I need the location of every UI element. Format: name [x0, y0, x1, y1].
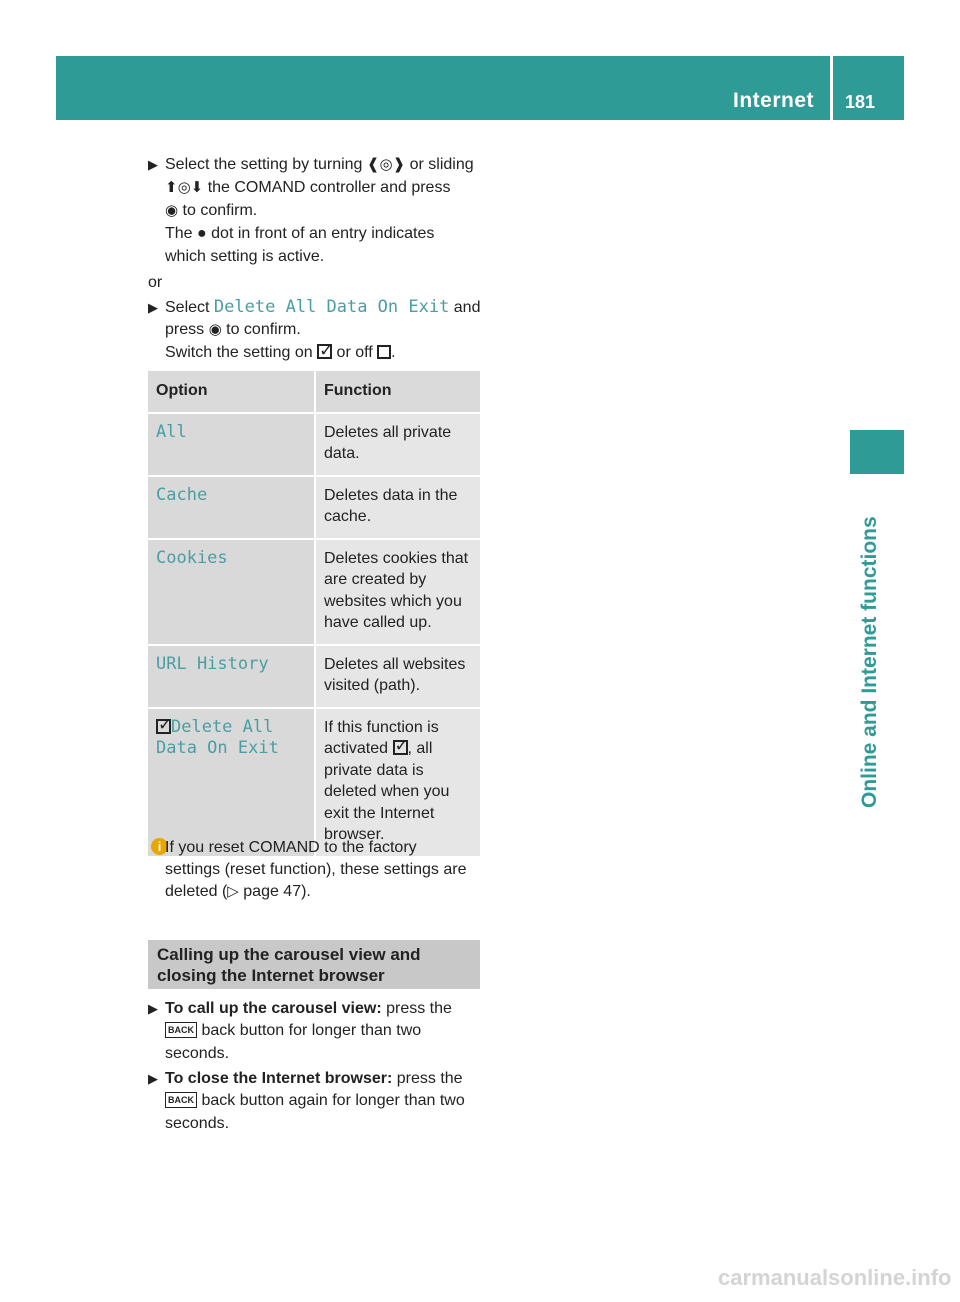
section-item1-text2: back button for longer than two — [201, 1022, 422, 1039]
option-code: Delete All — [171, 716, 274, 737]
step-arrow-icon: ▶ — [148, 1071, 158, 1086]
back-key-icon: BACK — [165, 1022, 197, 1038]
step1-line1 — [165, 153, 474, 176]
checkbox-empty-icon — [377, 345, 391, 359]
step2-text-a: Select — [165, 299, 210, 316]
menu-item-code: Delete All Data On Exit — [213, 297, 450, 317]
step2-text-2b: to confirm. — [226, 321, 301, 338]
step1-text-2: the COMAND controller and press — [207, 179, 451, 196]
option-code: Cache — [156, 484, 208, 505]
function-text: exit the Internet — [324, 804, 435, 822]
function-cell — [316, 540, 480, 644]
step-arrow-icon: ▶ — [148, 1001, 158, 1016]
press-controller-icon: ◉ — [165, 201, 179, 219]
section-heading-line1: Calling up the carousel view and — [157, 945, 421, 964]
step2-text-b: and — [453, 299, 481, 316]
back-key-icon: BACK — [165, 1092, 197, 1108]
option-cell — [148, 540, 314, 644]
section-item2-text2: back button again for longer than two — [201, 1092, 465, 1109]
option-code: Cookies — [156, 547, 228, 568]
chapter-tab — [850, 430, 904, 474]
option-code: Data On Exit — [156, 738, 279, 758]
step2-text-3b: or off — [336, 344, 373, 361]
option-cell — [148, 477, 314, 538]
table-header-option: Option — [148, 371, 314, 412]
step1-text-4a: The — [165, 225, 193, 242]
option-cell — [148, 646, 314, 707]
function-cell — [316, 414, 480, 475]
step2-line3 — [165, 341, 396, 364]
function-text: deleted when you — [324, 783, 450, 800]
function-text: are created by — [324, 571, 427, 588]
checkbox-checked-icon — [393, 740, 408, 755]
step2-text-3c: . — [391, 344, 396, 361]
function-text: browser. — [324, 826, 385, 843]
section-item2-bold: To close the Internet browser: — [165, 1070, 393, 1087]
page-number: 181 — [845, 92, 876, 112]
function-text: Deletes all websites — [324, 655, 466, 673]
section-item1-line1 — [165, 997, 452, 1020]
step1-line5: which setting is active. — [165, 248, 325, 265]
option-cell — [148, 709, 314, 856]
section-item2-line1 — [165, 1067, 463, 1090]
option-code: All — [156, 421, 187, 442]
function-cell — [316, 477, 480, 538]
function-text: have called up. — [324, 614, 432, 631]
function-text: Deletes all private — [324, 423, 452, 441]
function-text: cache. — [324, 508, 372, 525]
info-text-3a[interactable]: deleted ( — [165, 883, 228, 900]
step1-text: Select the setting by turning — [165, 156, 363, 173]
function-cell — [316, 709, 480, 856]
info-line1: If you reset COMAND to the factory — [165, 839, 417, 856]
function-text: data. — [324, 445, 360, 462]
section-item2-line2 — [165, 1089, 465, 1112]
rotary-controller-icon: ❰◎❱ — [366, 155, 406, 173]
function-text: , all — [407, 740, 433, 757]
watermark-text: carmanualsonline.info — [718, 1265, 952, 1290]
step1-line4 — [165, 222, 434, 245]
step2-text-3a: Switch the setting on — [165, 344, 313, 361]
info-icon: i — [151, 838, 168, 855]
step1-text-3: to confirm. — [182, 202, 258, 219]
page-reference-link[interactable]: page 47). — [243, 883, 311, 900]
table-row — [148, 477, 480, 540]
section-item2-tail: press the — [396, 1070, 463, 1087]
function-text: Deletes cookies that — [324, 549, 469, 567]
step2-text-2a: press — [165, 321, 205, 338]
checkbox-checked-icon — [156, 719, 171, 734]
function-text: private data is — [324, 761, 424, 779]
table-row — [148, 414, 480, 477]
table-row — [148, 646, 480, 709]
checkbox-checked-icon — [317, 344, 332, 359]
or-label: or — [148, 274, 163, 291]
function-text: Deletes data in the — [324, 486, 458, 504]
section-item1-line3: seconds. — [165, 1045, 230, 1062]
step1-text-b: or sliding — [409, 156, 474, 173]
table-header-function: Function — [316, 371, 480, 412]
info-line2: settings (reset function), these settings are — [165, 861, 467, 878]
slide-controller-icon: ⬆◎⬇ — [165, 178, 204, 196]
section-item1-tail: press the — [386, 1000, 452, 1017]
function-text: activated — [324, 740, 389, 757]
info-line3 — [165, 880, 311, 903]
section-item1-line2 — [165, 1019, 421, 1042]
section-heading — [148, 940, 480, 989]
chapter-label: Online and Internet functions — [858, 516, 881, 808]
options-table — [148, 371, 480, 858]
header-separator — [830, 56, 833, 120]
option-cell — [148, 414, 314, 475]
step2-line2 — [165, 318, 301, 341]
section-heading-line2: closing the Internet browser — [157, 966, 385, 985]
function-text: If this function is — [324, 718, 439, 736]
page-ref-icon: ▷ — [227, 882, 239, 900]
step-arrow-icon: ▶ — [148, 157, 158, 172]
section-item2-line3: seconds. — [165, 1115, 230, 1132]
table-row — [148, 540, 480, 646]
active-dot-icon: ● — [197, 225, 207, 242]
step2-line1 — [165, 296, 480, 319]
function-cell — [316, 646, 480, 707]
step1-line2 — [165, 176, 450, 199]
option-code: URL History — [156, 653, 269, 674]
step-arrow-icon: ▶ — [148, 300, 158, 315]
function-text: websites which you — [324, 592, 462, 610]
step1-line3 — [165, 199, 257, 222]
press-controller-icon: ◉ — [208, 320, 222, 338]
function-text: visited (path). — [324, 677, 421, 694]
step1-text-4b: dot in front of an entry indicates — [211, 225, 435, 242]
header-title: Internet — [733, 89, 815, 112]
section-item1-bold: To call up the carousel view: — [165, 1000, 382, 1017]
table-header-row — [148, 371, 480, 414]
